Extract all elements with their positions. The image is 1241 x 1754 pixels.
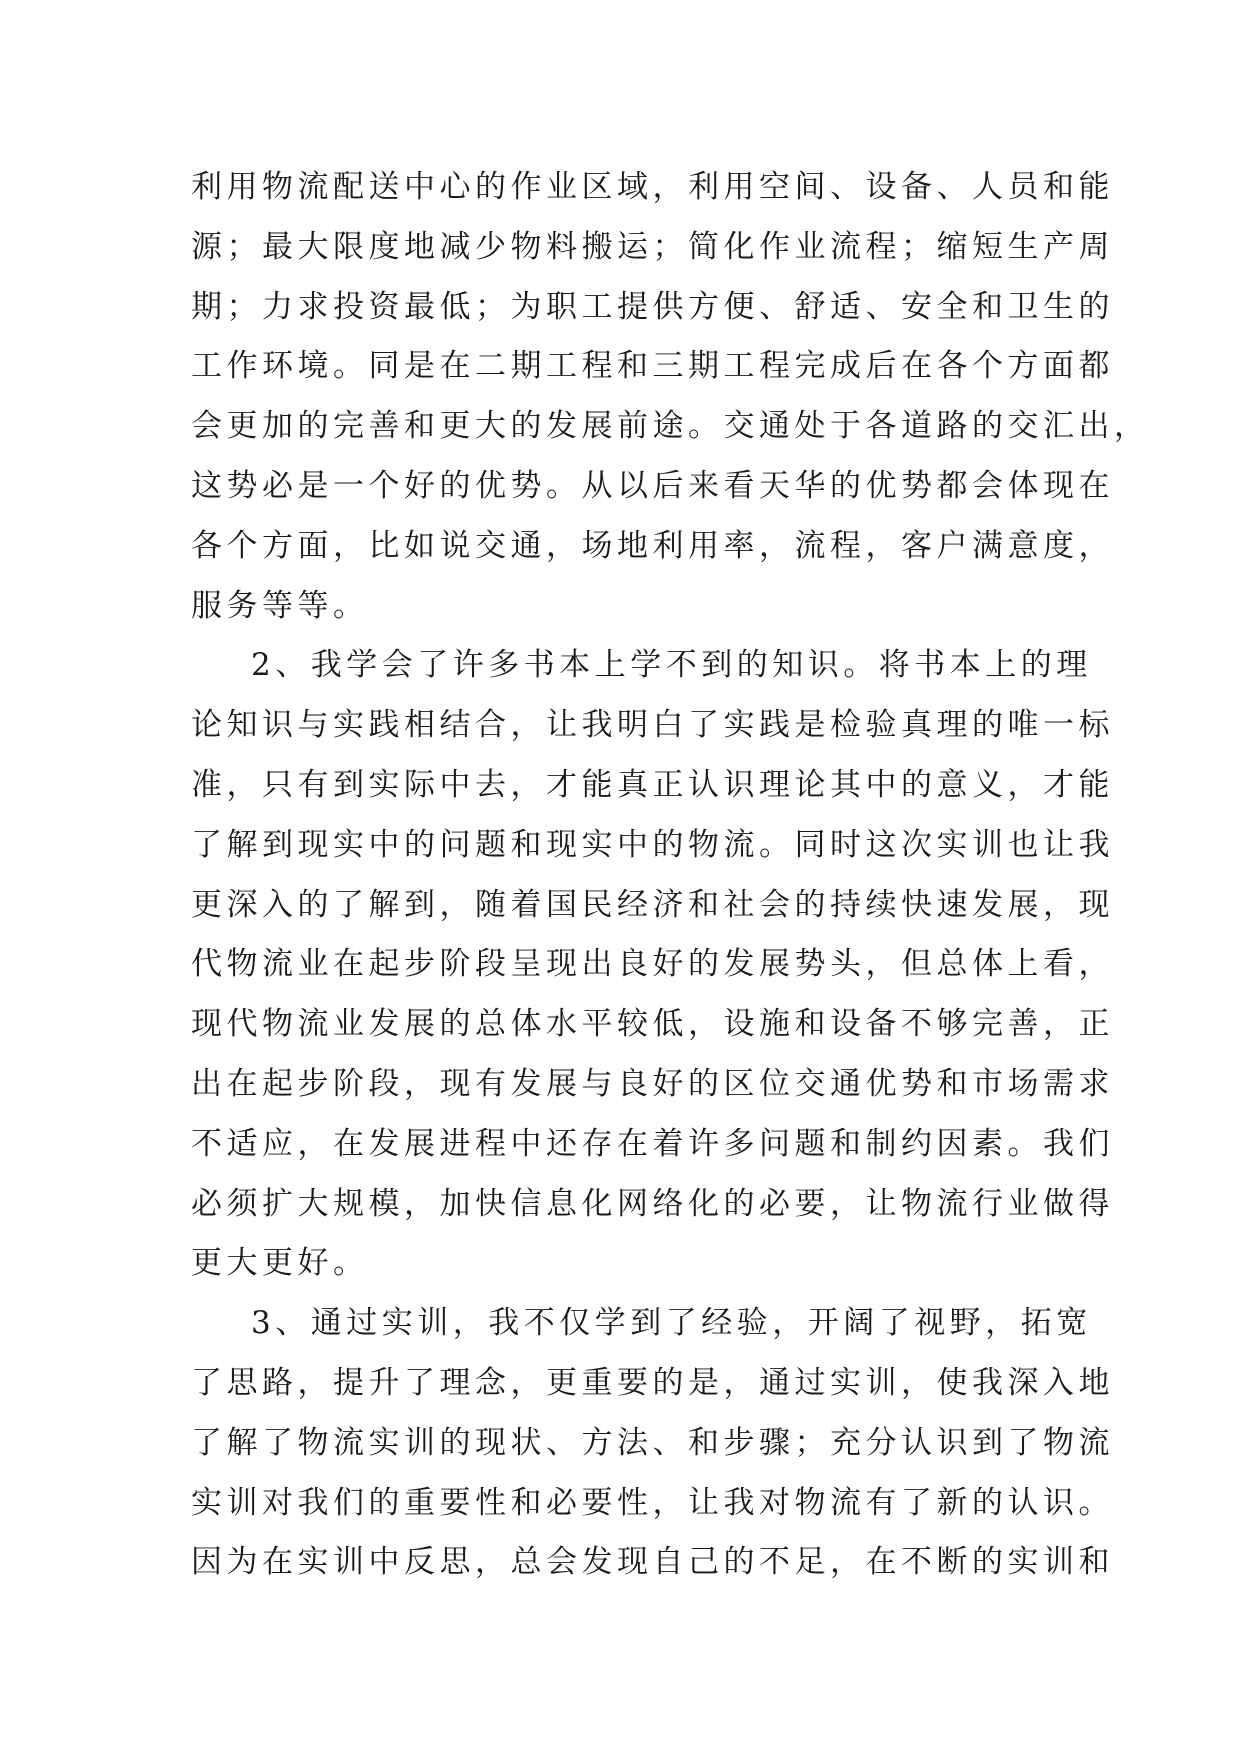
text-line: 利用物流配送中心的作业区域，利用空间、设备、人员和能 <box>191 169 1114 205</box>
text-line: 更深入的了解到，随着国民经济和社会的持续快速发展，现 <box>191 886 1114 923</box>
text-line: 现代物流业发展的总体水平较低，设施和设备不够完善，正 <box>191 1006 1114 1043</box>
text-line: 因为在实训中反思，总会发现自己的不足，在不断的实训和 <box>191 1544 1114 1581</box>
text-line: 准，只有到实际中去，才能真正认识理论其中的意义，才能 <box>191 766 1114 803</box>
text-line: 这势必是一个好的优势。从以后来看天华的优势都会体现在 <box>191 467 1114 504</box>
paragraph-3-first-line: 3、通过实训，我不仅学到了经验，开阔了视野，拓宽 <box>251 1305 1092 1342</box>
text-line: 了解到现实中的问题和现实中的物流。同时这次实训也让我 <box>191 826 1114 863</box>
text-line: 工作环境。同是在二期工程和三期工程完成后在各个方面都 <box>191 348 1114 385</box>
text-line: 服务等等。 <box>191 587 369 624</box>
text-line: 出在起步阶段，现有发展与良好的区位交通优势和市场需求 <box>191 1065 1114 1102</box>
text-line: 源；最大限度地减少物料搬运；简化作业流程；缩短生产周 <box>191 228 1114 265</box>
text-line: 代物流业在起步阶段呈现出良好的发展势头，但总体上看， <box>191 946 1114 983</box>
text-line: 更大更好。 <box>191 1245 369 1282</box>
text-line: 各个方面，比如说交通，场地利用率，流程，客户满意度， <box>191 527 1114 564</box>
text-line: 不适应，在发展进程中还存在着许多问题和制约因素。我们 <box>191 1125 1114 1162</box>
text-line: 期；力求投资最低；为职工提供方便、舒适、安全和卫生的 <box>191 288 1114 325</box>
paragraph-2-first-line: 2、我学会了许多书本上学不到的知识。将书本上的理 <box>251 647 1092 684</box>
body-text <box>191 158 1150 1593</box>
text-line: 必须扩大规模，加快信息化网络化的必要，让物流行业做得 <box>191 1185 1114 1222</box>
text-line: 了解了物流实训的现状、方法、和步骤；充分认识到了物流 <box>191 1424 1114 1461</box>
text-line: 论知识与实践相结合，让我明白了实践是检验真理的唯一标 <box>191 707 1114 744</box>
text-line: 了思路，提升了理念，更重要的是，通过实训，使我深入地 <box>191 1364 1114 1401</box>
text-line: 会更加的完善和更大的发展前途。交通处于各道路的交汇出， <box>191 408 1150 445</box>
text-line: 实训对我们的重要性和必要性，让我对物流有了新的认识。 <box>191 1484 1114 1521</box>
